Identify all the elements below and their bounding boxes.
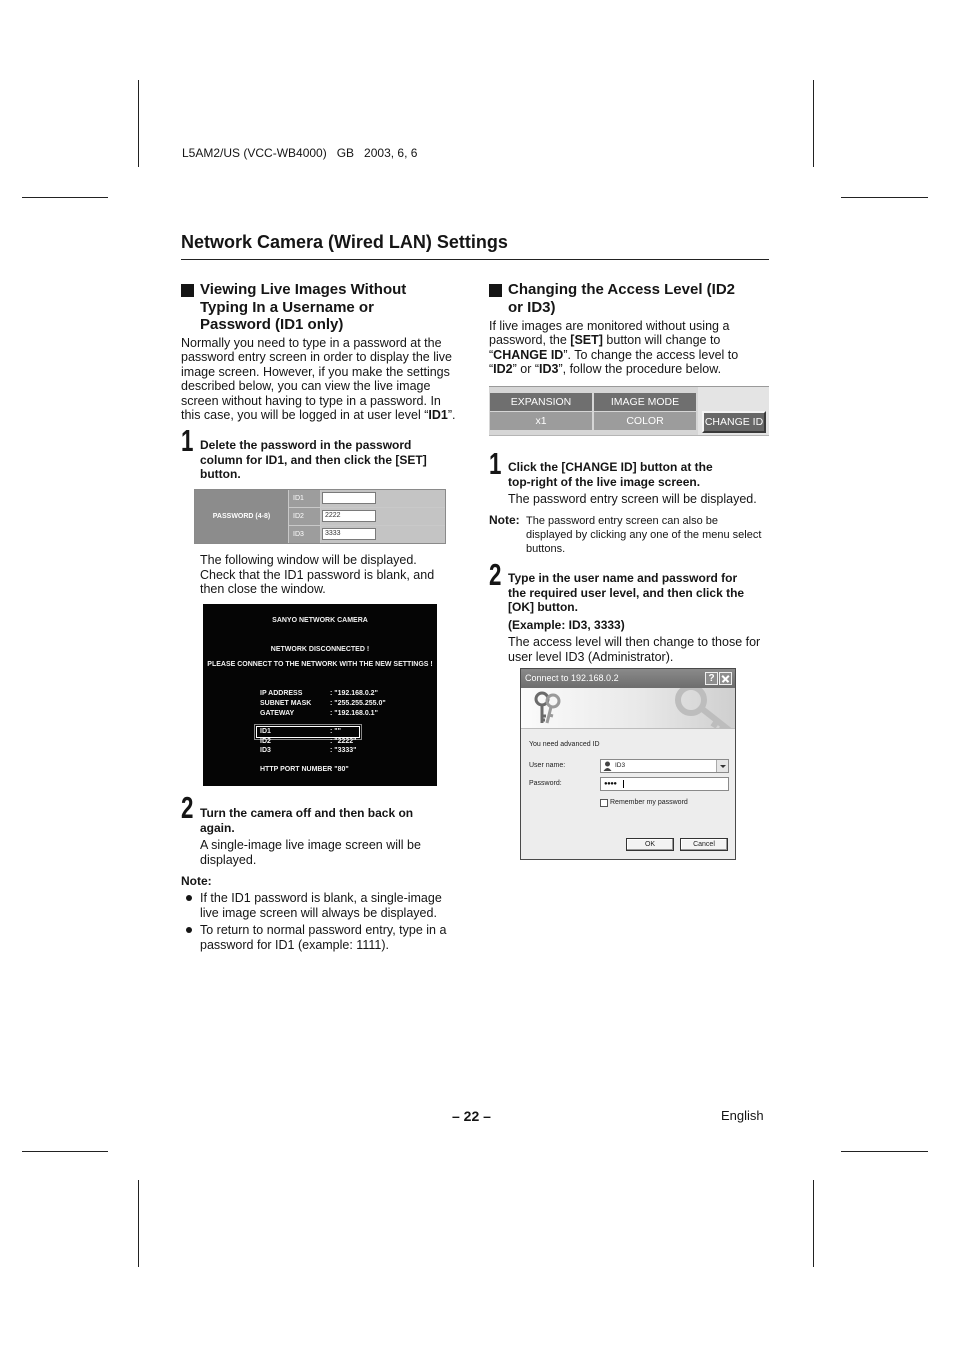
text-line [181, 408, 455, 422]
close-icon [719, 672, 732, 685]
heading-line: Changing the Access Level (ID2 [508, 281, 736, 298]
step-instruction [508, 571, 744, 615]
text-line: Type in the user name and password for [508, 571, 738, 585]
bold-segment: CHANGE ID [493, 347, 564, 362]
text-line: [OK] button. [508, 600, 578, 614]
id-label: ID3 [289, 526, 320, 543]
note-label: Note: [489, 513, 520, 527]
text-line: Click the [CHANGE ID] button at the [508, 460, 713, 474]
title-rule [181, 259, 769, 260]
text-line: To return to normal password entry, type in a [200, 923, 447, 937]
password-field [322, 492, 376, 504]
password-field [600, 777, 729, 791]
id-label: ID1 [260, 728, 271, 735]
cancel-button: Cancel [680, 838, 728, 851]
text-line: A single-image live image screen will be [200, 838, 421, 852]
crop-mark [841, 1151, 928, 1152]
step-instruction [200, 438, 427, 482]
note-bullet [200, 923, 446, 953]
remember-checkbox [600, 799, 608, 807]
id-label: ID2 [260, 738, 271, 745]
port-label: HTTP PORT NUMBER [260, 766, 333, 773]
setting-value: : "192.168.0.1" [330, 710, 378, 717]
step-result [200, 553, 434, 597]
value-cell [321, 526, 445, 543]
password-field: 2222 [322, 510, 376, 522]
note-label: Note: [181, 874, 212, 888]
text-line: password for ID1 (example: 1111). [200, 938, 389, 952]
id-value: : "" [330, 728, 341, 735]
page-number: – 22 – [452, 1108, 491, 1124]
left-section-heading [200, 281, 406, 334]
value-cell [321, 508, 445, 525]
step-number: 2 [181, 790, 194, 825]
text-line: user level ID3 (Administrator). [508, 650, 674, 664]
crop-mark [841, 197, 928, 198]
dialog-title-bar [521, 669, 735, 688]
step-number: 2 [489, 557, 502, 592]
user-icon [603, 761, 612, 771]
text-line: The password entry screen can also be [526, 515, 718, 527]
step-number: 1 [489, 446, 502, 481]
language-label: English [721, 1108, 764, 1123]
dropdown-arrow-icon [716, 760, 728, 772]
text-line: Delete the password in the password [200, 438, 412, 452]
password-field: 3333 [322, 528, 376, 540]
setting-value: : "192.168.0.2" [330, 690, 378, 697]
id-value: : "2222" [330, 738, 357, 745]
password-label: Password: [529, 780, 562, 787]
step-instruction [200, 806, 413, 835]
text-line: image screen. However, if you make the settings [181, 364, 450, 379]
text-line: then close the window. [200, 582, 326, 596]
text-segment: password, the [489, 333, 571, 348]
text-line [489, 348, 738, 362]
note-bullet [200, 891, 442, 921]
dialog-title: Connect to 192.168.0.2 [525, 673, 619, 683]
help-icon: ? [705, 672, 718, 685]
id-label: ID2 [289, 508, 320, 525]
print-meta: L5AM2/US (VCC-WB4000) GB 2003, 6, 6 [182, 146, 418, 160]
ok-button: OK [626, 838, 674, 851]
text-line: described below, you can view the live image [181, 379, 431, 394]
id-value: : "3333" [330, 747, 357, 754]
section-square-bullet [181, 284, 194, 297]
bold-segment: ID3 [539, 361, 559, 376]
bullet-dot [186, 927, 192, 933]
password-value: ●●●● [604, 781, 617, 787]
change-id-button: CHANGE ID [702, 411, 766, 433]
text-line: live image screen will always be displayed. [200, 906, 437, 920]
username-label: User name: [529, 762, 566, 769]
left-intro-paragraph [181, 336, 455, 422]
crop-mark [22, 197, 108, 198]
camera-brand: SANYO NETWORK CAMERA [272, 617, 368, 624]
heading-line: Viewing Live Images Without [200, 281, 407, 298]
text-line: buttons. [526, 543, 566, 555]
password-row [289, 490, 445, 507]
text-line: If the ID1 password is blank, a single-image [200, 891, 442, 905]
setting-value: : "255.255.255.0" [330, 700, 386, 707]
dialog-prompt: You need advanced ID [529, 741, 600, 748]
section-square-bullet [489, 284, 502, 297]
step-result [508, 635, 760, 665]
text-line: password entry screen in order to display the live [181, 350, 452, 365]
bold-segment: [SET] [570, 333, 603, 348]
text-line: top-right of the live image screen. [508, 474, 701, 489]
text-line: displayed by clicking any one of the menu select [526, 529, 762, 541]
crop-mark [813, 80, 814, 167]
password-row [289, 508, 445, 525]
camera-status: NETWORK DISCONNECTED ! [270, 646, 370, 653]
expansion-value: x1 [490, 412, 592, 430]
right-intro-paragraph [489, 319, 738, 376]
id1-highlight-box [256, 726, 360, 738]
text-line [489, 333, 738, 347]
text-line: Check that the ID1 password is blank, and [200, 567, 435, 582]
camera-message: PLEASE CONNECT TO THE NETWORK WITH THE NEW SETTINGS ! [207, 661, 433, 668]
heading-line: or ID3) [508, 298, 556, 316]
password-row [289, 526, 445, 543]
step-example: (Example: ID3, 3333) [508, 618, 625, 632]
step-instruction [508, 460, 713, 489]
text-segment: this case, you will be logged in at user level “ [181, 408, 429, 423]
dialog-banner [521, 688, 735, 729]
value-cell [321, 490, 445, 507]
username-select [600, 759, 729, 773]
heading-line: Password (ID1 only) [200, 316, 344, 333]
text-line: The access level will then change to those for [508, 635, 761, 649]
id-label: ID3 [260, 747, 271, 754]
connect-dialog-figure [520, 668, 736, 860]
text-segment: ” or “ [512, 361, 540, 376]
text-line: Normally you need to type in a password at the [181, 336, 442, 350]
text-segment: ”. To change the access level to [563, 347, 739, 362]
setting-label: IP ADDRESS [260, 690, 303, 697]
crop-mark [138, 1180, 139, 1267]
username-value: ID3 [615, 762, 626, 769]
text-line: screen without having to type in a password. In [181, 393, 441, 408]
text-line: displayed. [200, 853, 257, 867]
text-line: Turn the camera off and then back on [200, 806, 414, 820]
expansion-header: EXPANSION [490, 393, 592, 411]
password-label-cell: PASSWORD (4-8) [195, 490, 288, 543]
image-mode-value: COLOR [594, 412, 696, 430]
text-line: button. [200, 467, 241, 481]
text-segment: “ [489, 347, 494, 362]
password-settings-figure [194, 489, 446, 544]
text-line: the required user level, and then click the [508, 585, 745, 600]
text-line [489, 362, 738, 376]
crop-mark [22, 1151, 108, 1152]
page-title: Network Camera (Wired LAN) Settings [181, 232, 508, 252]
right-section-heading [508, 281, 735, 316]
step-number: 1 [181, 423, 194, 458]
step-result [200, 838, 421, 868]
live-image-toolbar-figure [489, 386, 769, 436]
watermark-key-icon [669, 688, 735, 729]
image-mode-header: IMAGE MODE [594, 393, 696, 411]
bullet-dot [186, 895, 192, 901]
note-text [526, 514, 761, 556]
setting-label: SUBNET MASK [260, 700, 312, 707]
text-segment: ”, follow the procedure below. [558, 361, 722, 376]
port-value: : "80" [330, 766, 349, 773]
crop-mark [138, 80, 139, 167]
heading-line: Typing In a Username or [200, 298, 374, 316]
text-segment: ”. [447, 408, 456, 423]
text-line: If live images are monitored without using a [489, 319, 730, 333]
setting-label: GATEWAY [260, 710, 295, 717]
remember-label: Remember my password [610, 799, 688, 806]
text-line: column for ID1, and then click the [SET] [200, 452, 427, 467]
bold-segment: ID1 [428, 408, 448, 423]
text-line: The following window will be displayed. [200, 553, 417, 567]
keys-icon [530, 690, 566, 726]
text-caret [623, 780, 624, 788]
camera-screen-figure [203, 604, 437, 786]
step-result: The password entry screen will be displayed. [508, 492, 757, 506]
crop-mark [813, 1180, 814, 1267]
text-segment: “ [489, 361, 494, 376]
id-label: ID1 [289, 490, 320, 507]
bold-segment: ID2 [493, 361, 513, 376]
text-line: again. [200, 820, 235, 835]
text-segment: button will change to [602, 333, 721, 348]
